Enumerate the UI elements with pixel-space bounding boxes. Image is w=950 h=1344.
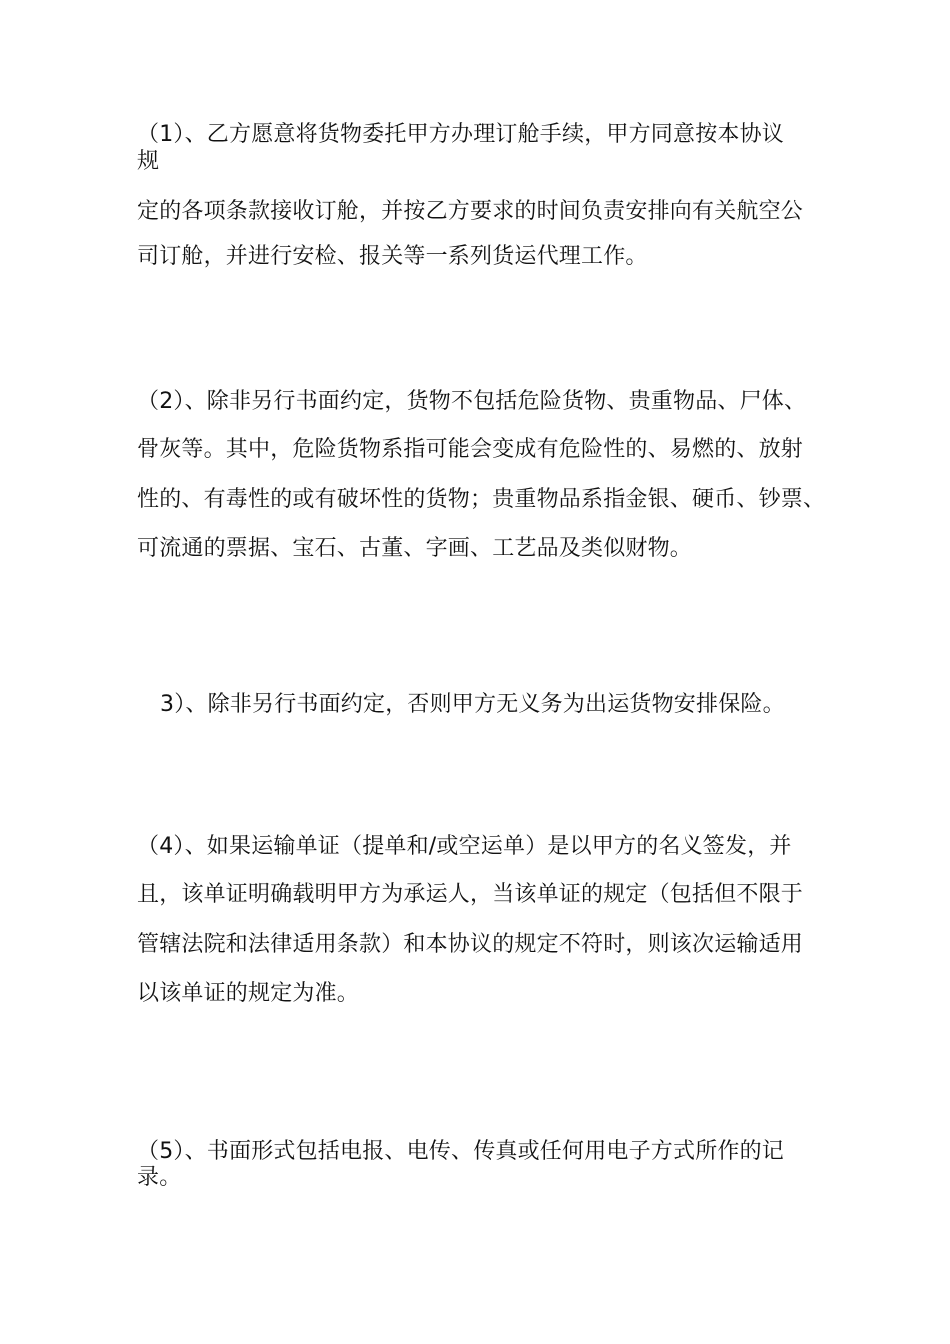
clause-1-line-4: 司订舱，并进行安检、报关等一系列货运代理工作。 [137,244,648,269]
clause-1-line-2: 规 [137,149,160,174]
clause-5-line-2: 录。 [137,1165,182,1190]
clause-4-line-2: 且，该单证明确载明甲方为承运人，当该单证的规定（包括但不限于 [137,882,804,907]
clause-2-line-3: 性的、有毒性的或有破坏性的货物；贵重物品系指金银、硬币、钞票、 [137,487,826,512]
clause-3-line-1: 3）、除非另行书面约定，否则甲方无义务为出运货物安排保险。 [160,692,785,717]
clause-1-line-1: （1）、乙方愿意将货物委托甲方办理订舱手续，甲方同意按本协议 [137,122,784,147]
clause-4-line-4: 以该单证的规定为准。 [137,981,360,1006]
clause-2-line-1: （2）、除非另行书面约定，货物不包括危险货物、贵重物品、尸体、 [137,389,807,414]
clause-4-line-3: 管辖法院和法律适用条款）和本协议的规定不符时，则该次运输适用 [137,932,804,957]
clause-1-line-3: 定的各项条款接收订舱，并按乙方要求的时间负责安排向有关航空公 [137,199,804,224]
clause-5-line-1: （5）、书面形式包括电报、电传、传真或任何用电子方式所作的记 [137,1139,784,1164]
clause-4-line-1: （4）、如果运输单证（提单和/或空运单）是以甲方的名义签发，并 [137,834,792,859]
clause-2-line-4: 可流通的票据、宝石、古董、字画、工艺品及类似财物。 [137,536,693,561]
clause-2-line-2: 骨灰等。其中，危险货物系指可能会变成有危险性的、易燃的、放射 [137,437,804,462]
